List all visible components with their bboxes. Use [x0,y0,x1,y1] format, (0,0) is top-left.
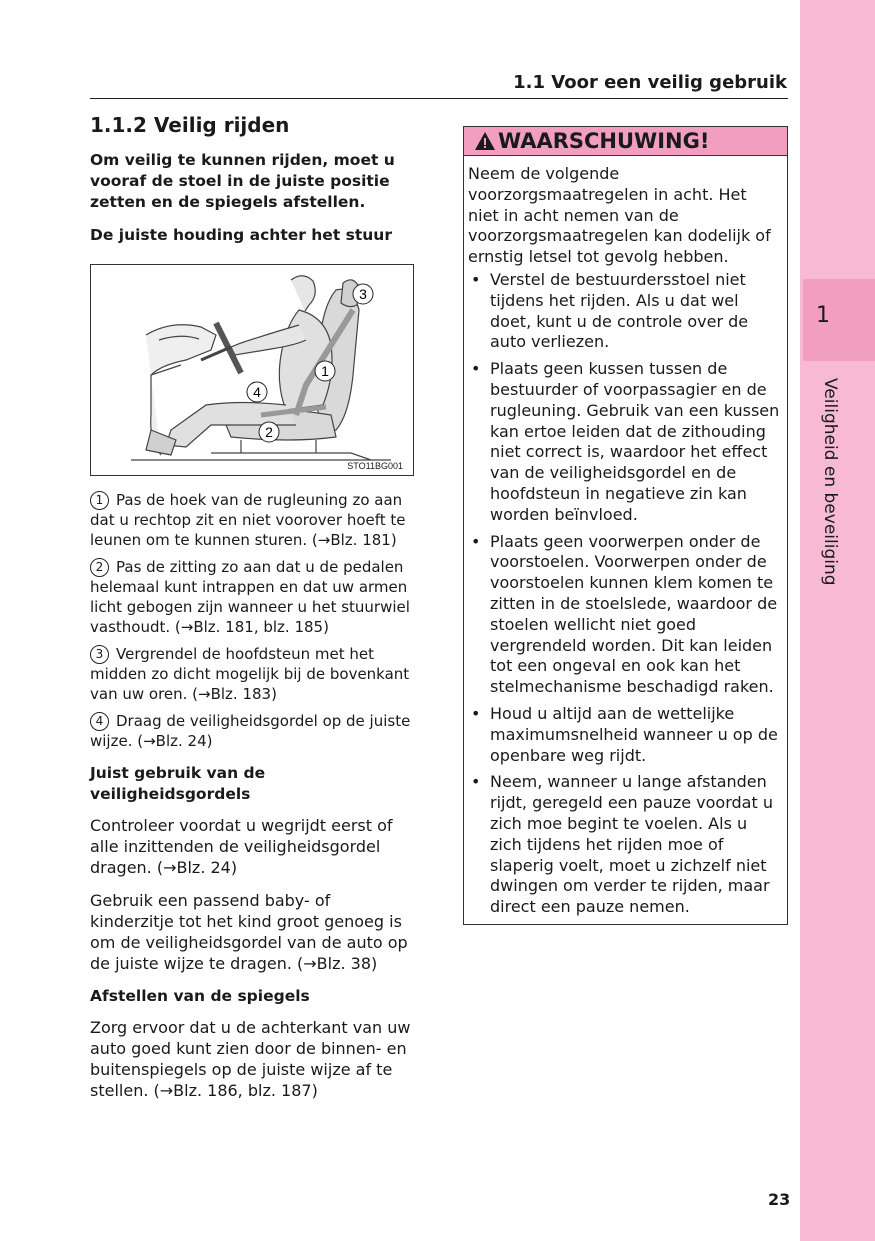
left-column [90,150,415,1113]
step-item [90,644,415,704]
driving-posture-figure [90,264,414,476]
step-number: 4 [90,712,109,731]
chapter-label: Veiligheid en beveiliging [820,378,840,586]
step-number: 2 [90,558,109,577]
header-rule [90,98,788,99]
mirror-paragraph: Zorg ervoor dat u de achterkant van uw auto goed kunt zien door de binnen- en buitenspiegels op de juiste wijze af te stellen. (→Blz. 186, blz. 187) [90,1018,411,1100]
callout-1: 1 [321,363,329,379]
running-header: 1.1 Voor een veilig gebruik [513,72,787,93]
step-item [90,557,415,637]
step-text: Draag de veiligheidsgordel op de juiste wijze. (→Blz. 24) [90,712,411,750]
warning-body [464,156,787,918]
warning-item: • Verstel de bestuurdersstoel niet tijdens het rijden. Als u dat wel doet, kunt u de controle over de auto verliezen. [468,270,781,353]
warning-item: • Plaats geen kussen tussen de bestuurder of voorpassagier en de rugleuning. Gebruik van een kussen kan ertoe leiden dat de zithouding niet correct is, waardoor het effect van de veiligheidsgordel en de hoofdsteun in negatieve zin kan worden beïnvloed. [468,359,781,525]
chapter-number: 1 [816,303,830,328]
callout-4: 4 [253,384,261,400]
section-intro: Om veilig te kunnen rijden, moet u vooraf de stoel in de juiste positie zetten en de spiegels afstellen. [90,151,395,211]
warning-header [464,127,787,156]
step-number: 3 [90,645,109,664]
page-number: 23 [768,1190,791,1209]
warning-item: • Houd u altijd aan de wettelijke maximumsnelheid wanneer u op de openbare weg rijdt. [468,704,781,766]
step-text: Vergrendel de hoofdsteun met het midden zo dicht mogelijk bij de bovenkant van uw oren. (→Blz. 183) [90,645,410,703]
callout-3: 3 [359,286,367,302]
step-item [90,711,415,751]
callout-2: 2 [265,424,273,440]
seatbelt-heading: Juist gebruik van de veiligheidsgordels [90,764,266,803]
section-title: 1.1.2 Veilig rijden [90,113,290,137]
warning-item: • Neem, wanneer u lange afstanden rijdt, geregeld een pauze voordat u zich moe begint te voelen. Als u zich tijdens het rijden moe of slaperig voelt, moet u zichzelf niet dwingen om verder te rijden, maar direct een pauze nemen. [468,772,781,918]
warning-intro: Neem de volgende voorzorgsmaatregelen in acht. Het niet in acht nemen van de voorzorgsmaatregelen kan dodelijk of ernstig letsel tot gevolg hebben. [468,164,771,267]
figure-code: STO11BG001 [347,461,403,471]
step-text: Pas de zitting zo aan dat u de pedalen helemaal kunt intrappen en dat uw armen licht gebogen zijn wanneer u het stuurwiel vasthoudt. (→Blz. 181, blz. 185) [90,558,410,636]
warning-triangle-icon [474,131,496,151]
mirror-heading: Afstellen van de spiegels [90,987,310,1005]
posture-heading: De juiste houding achter het stuur [90,226,392,244]
driver-seat-illustration [91,265,413,475]
warning-list [468,270,781,918]
step-number: 1 [90,491,109,510]
chapter-side-tab [800,0,875,1241]
seatbelt-paragraph-2: Gebruik een passend baby- of kinderzitje tot het kind groot genoeg is om de veiligheidsgordel van de auto op de juiste wijze te dragen. (→Blz. 38) [90,891,408,973]
step-text: Pas de hoek van de rugleuning zo aan dat u rechtop zit en niet voorover hoeft te leunen om te kunnen sturen. (→Blz. 181) [90,491,406,549]
warning-item: • Plaats geen voorwerpen onder de voorstoelen. Voorwerpen onder de voorstoelen kunnen klem komen te zitten in de stoelslede, waardoor de stoelen wellicht niet goed vergrendeld worden. Dit kan leiden tot een ongeval en ook kan het stelmechanisme beschadigd raken. [468,532,781,698]
warning-title: WAARSCHUWING! [498,129,710,153]
seatbelt-paragraph-1: Controleer voordat u wegrijdt eerst of alle inzittenden de veiligheidsgordel dragen. (→Blz. 24) [90,816,393,877]
step-item [90,490,415,550]
warning-box [463,126,788,925]
